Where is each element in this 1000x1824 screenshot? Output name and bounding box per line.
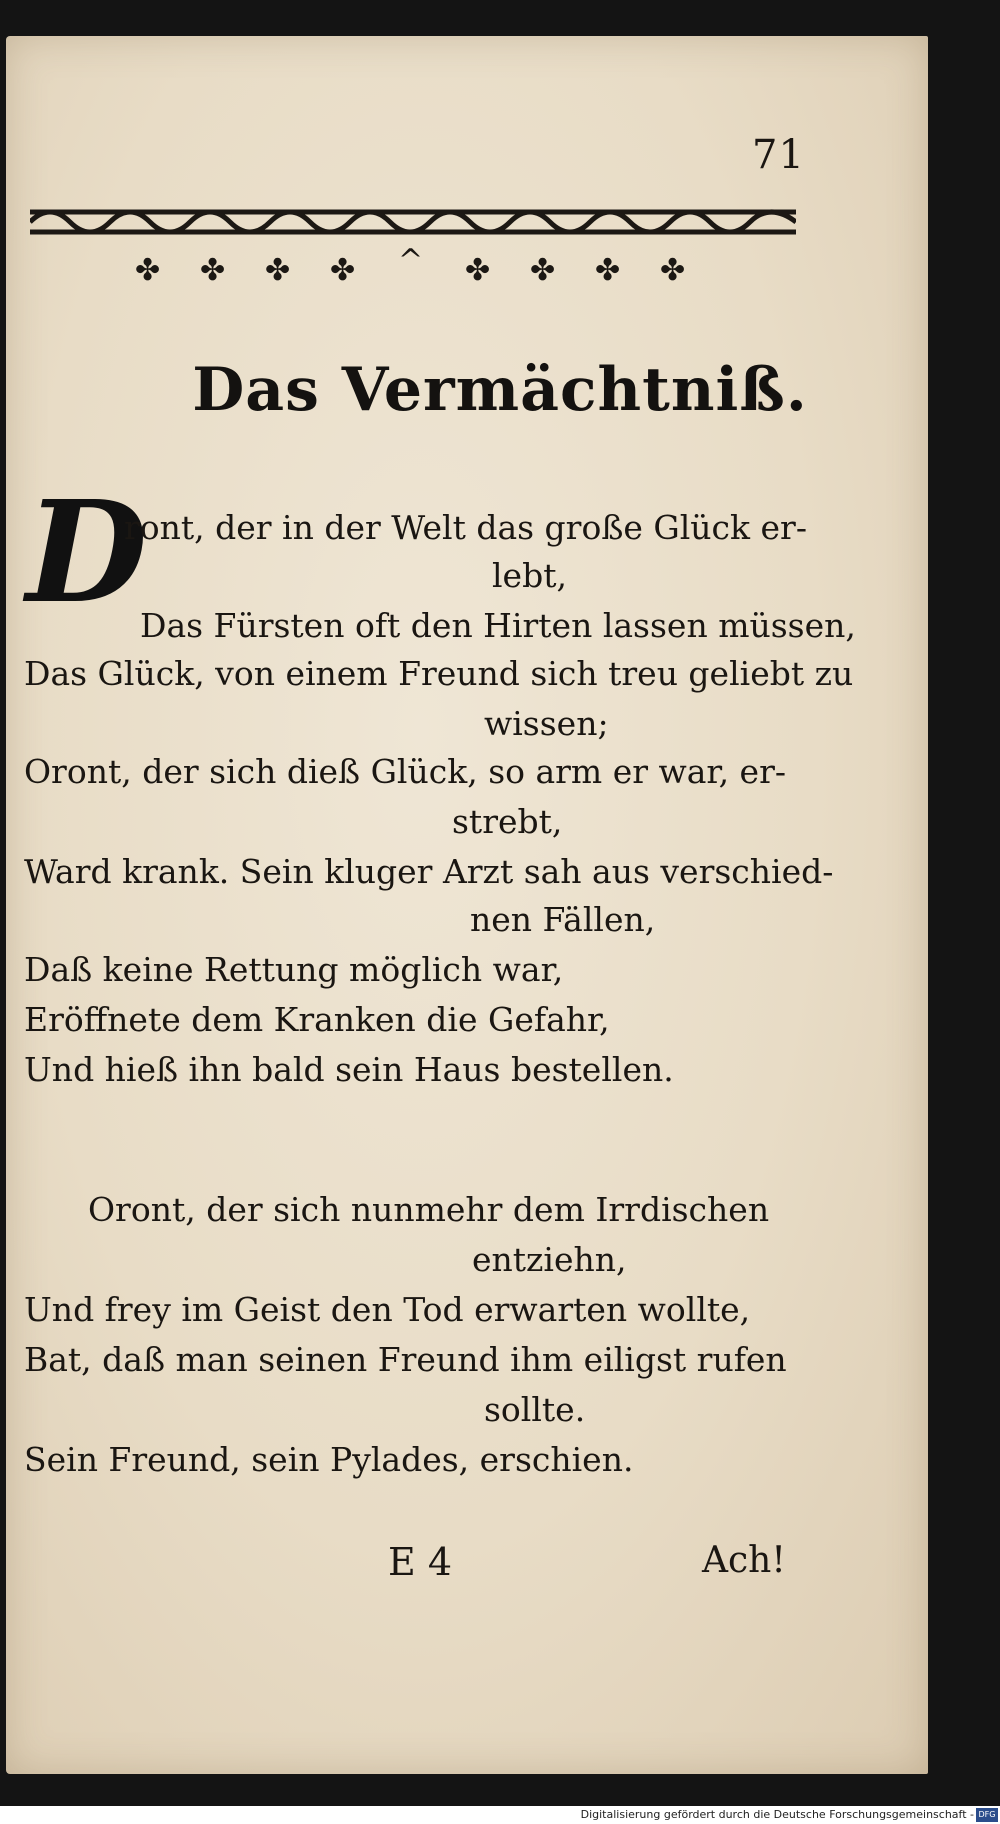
svg-text:✤: ✤ <box>465 253 491 286</box>
poem-line: nen Fällen, <box>470 900 656 939</box>
svg-text:✤: ✤ <box>660 253 686 286</box>
svg-text:✤: ✤ <box>530 253 556 286</box>
poem-line: Das Glück, von einem Freund sich treu geliebt zu <box>24 654 854 693</box>
footer-credit: Digitalisierung gefördert durch die Deutsche Forschungsgemeinschaft - <box>580 1808 974 1821</box>
poem-line: strebt, <box>452 802 563 841</box>
page-number: 71 <box>752 132 805 178</box>
poem-line: Bat, daß man seinen Freund ihm eiligst rufen <box>24 1340 787 1379</box>
poem-line: Oront, der sich nunmehr dem Irrdischen <box>88 1190 770 1229</box>
poem-title: Das Vermächtniß. <box>192 355 808 425</box>
poem-line: Und hieß ihn bald sein Haus bestellen. <box>24 1050 674 1089</box>
drop-cap: D <box>26 471 148 635</box>
poem-line: Eröffnete dem Kranken die Gefahr, <box>24 1000 610 1039</box>
poem-line: Das Fürsten oft den Hirten lassen müssen, <box>140 606 856 645</box>
decorative-ornament-band <box>30 200 796 286</box>
poem-line: sollte. <box>484 1390 586 1429</box>
poem-line: ront, der in der Welt das große Glück er- <box>124 508 807 547</box>
poem-line: Daß keine Rettung möglich war, <box>24 950 564 989</box>
poem-line: Sein Freund, sein Pylades, erschien. <box>24 1440 634 1479</box>
book-page <box>6 36 928 1774</box>
svg-text:✤: ✤ <box>595 253 621 286</box>
poem-line: Ward krank. Sein kluger Arzt sah aus verschied- <box>24 852 834 891</box>
dfg-logo: DFG <box>976 1808 998 1822</box>
svg-text:^: ^ <box>398 243 424 278</box>
signature-mark: E 4 <box>388 1540 452 1584</box>
svg-text:✤: ✤ <box>330 253 356 286</box>
svg-text:✤: ✤ <box>135 253 161 286</box>
poem-line: entziehn, <box>472 1240 627 1279</box>
svg-text:✤: ✤ <box>265 253 291 286</box>
catchword: Ach! <box>702 1540 786 1581</box>
poem-line: wissen; <box>484 704 609 743</box>
poem-line: Oront, der sich dieß Glück, so arm er war, er- <box>24 752 787 791</box>
poem-line: lebt, <box>492 556 567 595</box>
poem-line: Und frey im Geist den Tod erwarten wollte, <box>24 1290 751 1329</box>
svg-text:✤: ✤ <box>200 253 226 286</box>
